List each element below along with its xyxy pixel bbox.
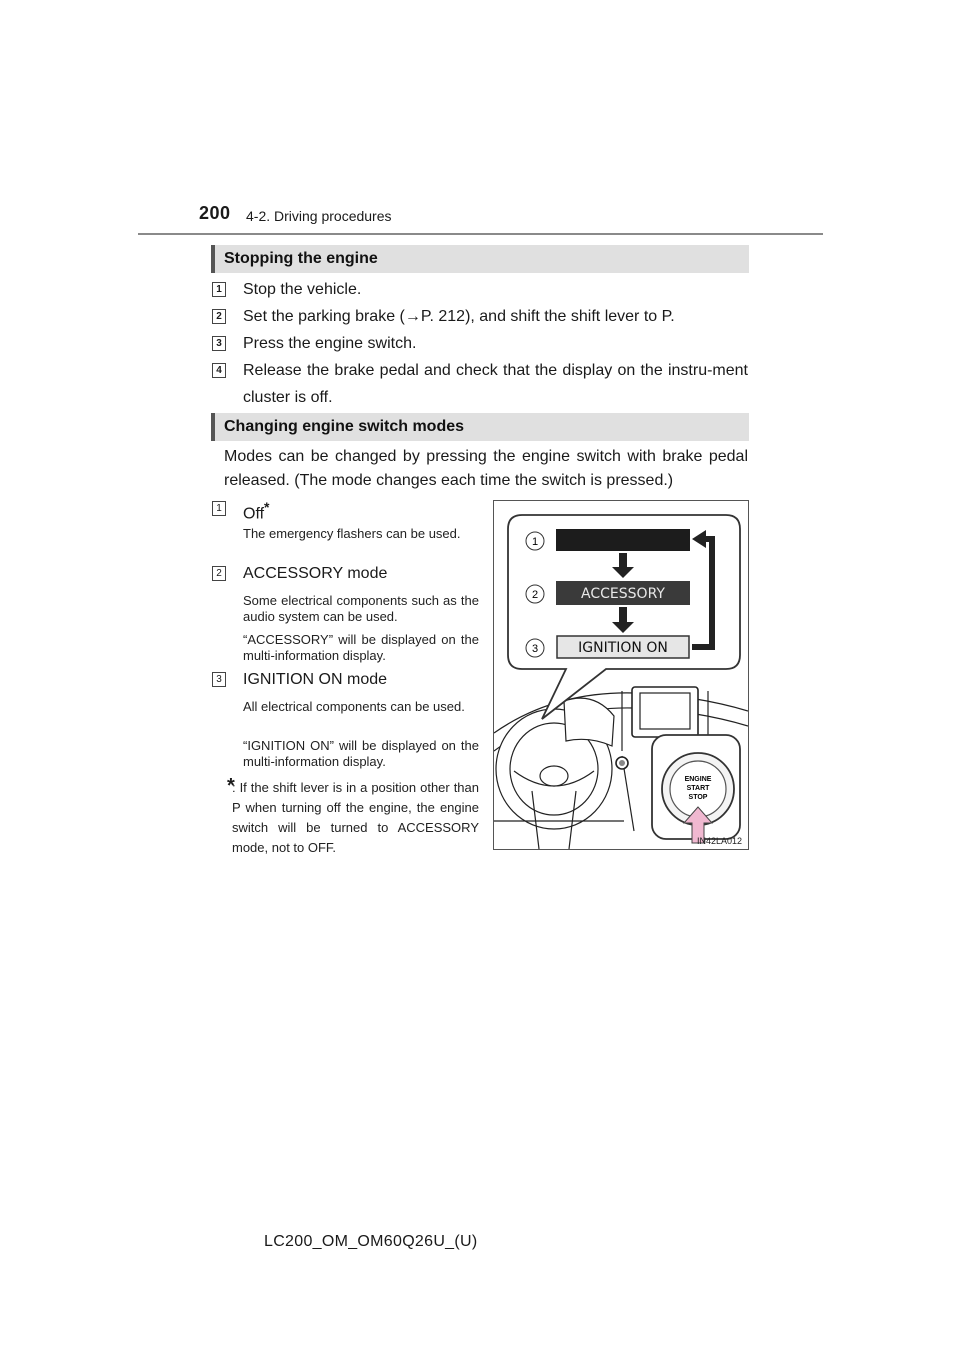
footnote-asterisk: * xyxy=(227,775,235,797)
asterisk-mark: * xyxy=(264,499,270,515)
button-text-line: STOP xyxy=(688,794,708,801)
step-text: Stop the vehicle. xyxy=(243,281,362,298)
modes-intro-paragraph: Modes can be changed by pressing the engine switch with brake pedal released. (The mode changes each time the switch is pressed.) xyxy=(224,448,748,489)
step-text: Press the engine switch. xyxy=(243,335,417,352)
step-number-badge: 4 xyxy=(212,363,226,378)
mode-description: “ACCESSORY” will be displayed on the multi-information display. xyxy=(243,632,479,663)
heading-stopping-engine xyxy=(211,245,749,273)
mode-callout xyxy=(508,515,740,719)
figure-illustration xyxy=(494,501,748,849)
page-number: 200 xyxy=(199,203,231,223)
mode-title: IGNITION ON mode xyxy=(243,671,388,688)
step-text: Set the parking brake (→P. 212), and shift the shift lever to P. xyxy=(243,308,675,325)
step-text: Release the brake pedal and check that the display on the instru-ment cluster is off. xyxy=(243,362,748,406)
mode-number-badge: 2 xyxy=(212,566,226,581)
button-text-line: START xyxy=(686,785,710,792)
footnote-text xyxy=(232,778,479,858)
off-mode-banner xyxy=(556,529,690,551)
accessory-banner-text: ACCESSORY xyxy=(581,586,665,602)
engine-switch-figure xyxy=(493,500,749,850)
footer-document-code: LC200_OM_OM60Q26U_(U) xyxy=(264,1233,478,1250)
step-circle-label: 1 xyxy=(531,536,539,548)
step-number-badge: 2 xyxy=(212,309,226,324)
engine-start-stop-button xyxy=(652,735,740,843)
mode-description: Some electrical components such as the audio system can be used. xyxy=(243,593,479,624)
step-number-badge: 1 xyxy=(212,282,226,297)
mode-number-badge: 3 xyxy=(212,672,226,687)
ignition-banner-text: IGNITION ON xyxy=(578,640,668,656)
step-circle-label: 2 xyxy=(531,589,539,601)
heading-text: Stopping the engine xyxy=(224,250,378,267)
step-circle-label: 3 xyxy=(531,643,539,655)
header-divider xyxy=(138,233,823,235)
heading-changing-modes xyxy=(211,413,749,441)
mode-description: The emergency flashers can be used. xyxy=(243,526,461,541)
button-text-line: ENGINE xyxy=(684,776,712,783)
mode-number-badge: 1 xyxy=(212,501,226,516)
mode-title xyxy=(243,499,270,523)
section-title: 4-2. Driving procedures xyxy=(246,208,392,224)
heading-text: Changing engine switch modes xyxy=(224,418,465,435)
figure-code: IN42LA012 xyxy=(696,836,742,846)
mode-title-text: Off xyxy=(243,505,265,523)
footnote-body: : If the shift lever is in a position other than P when turning off the engine, the engine switch will be turned to ACCESSORY mode, not to OFF. xyxy=(232,780,479,855)
mode-description: All electrical components can be used. xyxy=(243,699,465,714)
mode-description: “IGNITION ON” will be displayed on the multi-information display. xyxy=(243,738,479,769)
step-number-badge: 3 xyxy=(212,336,226,351)
mode-title: ACCESSORY mode xyxy=(243,565,388,582)
